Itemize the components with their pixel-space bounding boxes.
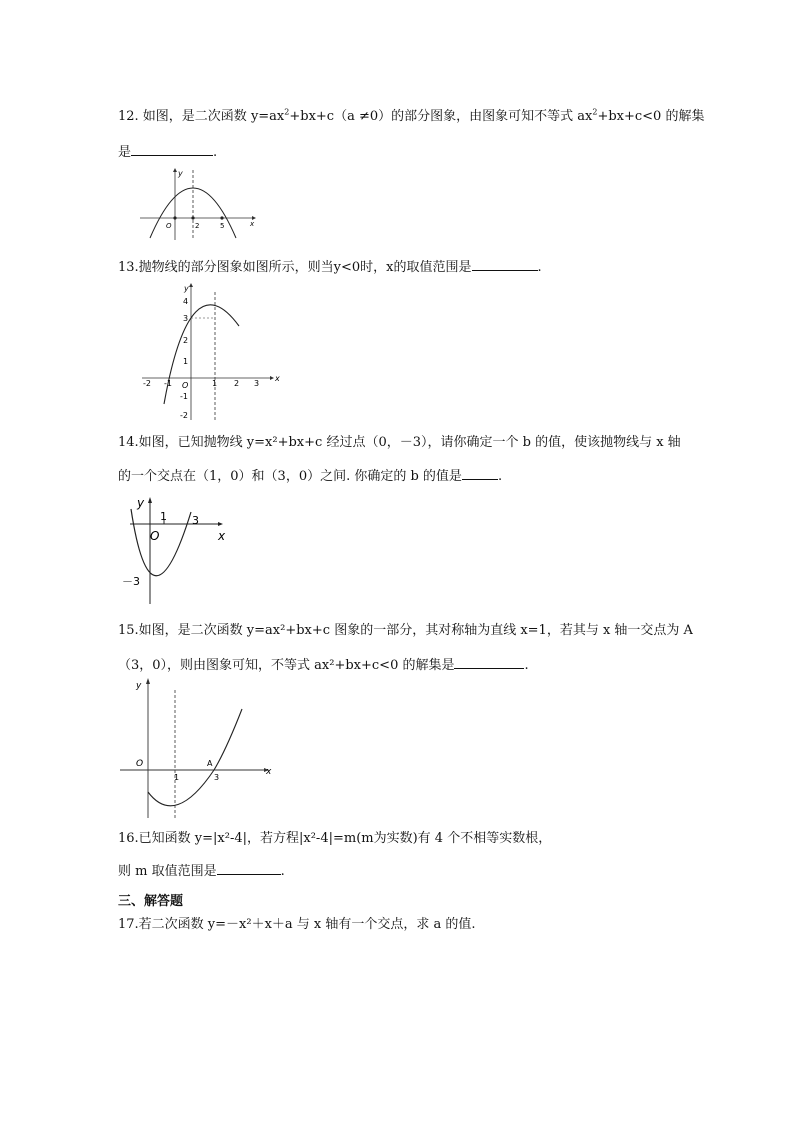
y-axis-label: y [178, 169, 183, 178]
tick-label: 3 [192, 514, 199, 527]
superscript: 2 [592, 107, 598, 117]
y-tick: 2 [183, 336, 189, 345]
q15-figure [118, 676, 278, 821]
tick-label: 3 [214, 773, 220, 782]
q14-line2: 的一个交点在（1，0）和（3，0）之间. 你确定的 b 的值是 . [118, 469, 503, 484]
tick-label: 5 [220, 222, 225, 230]
superscript: 2 [284, 107, 290, 117]
answer-blank[interactable] [454, 656, 524, 669]
y-tick: -1 [180, 392, 188, 401]
x-tick: 3 [254, 379, 260, 388]
origin-label: O [150, 529, 160, 543]
q16-line1: 16.已知函数 y=|x²-4|，若方程|x²-4|=m(m为实数)有 4 个不相等实数根， [118, 831, 552, 846]
x-axis-label: x [218, 529, 226, 543]
q16-line2: 则 m 取值范围是 . [118, 864, 285, 879]
tick-label: 2 [195, 222, 200, 230]
y-tick: 4 [183, 297, 189, 306]
answer-blank[interactable] [462, 467, 498, 480]
x-tick: -2 [143, 379, 151, 388]
q12-figure [140, 168, 260, 243]
q13-figure [140, 282, 290, 422]
tick-label: －3 [122, 575, 140, 588]
x-axis-label: x [266, 767, 272, 777]
section-heading: 三、解答题 [118, 894, 184, 909]
y-tick: 1 [183, 357, 189, 366]
x-tick: 2 [234, 379, 240, 388]
x-axis-label: x [275, 374, 280, 383]
q14-line1: 14.如图，已知抛物线 y=x²+bx+c 经过点（0，－3），请你确定一个 b 的值，使该抛物线与 x 轴 [118, 435, 681, 450]
tick-label: 1 [160, 510, 167, 523]
answer-blank[interactable] [472, 258, 538, 271]
q17-text: 17.若二次函数 y=－x²＋x＋a 与 x 轴有一个交点，求 a 的值. [118, 917, 476, 932]
y-axis-label: y [136, 681, 142, 691]
x-tick: -1 [164, 379, 172, 388]
y-axis-label: y [137, 496, 145, 510]
tick-label: 1 [174, 773, 180, 782]
y-tick: 3 [183, 314, 189, 323]
q15-line1: 15.如图，是二次函数 y=ax²+bx+c 图象的一部分，其对称轴为直线 x=1，若其与 x 轴一交点为 A [118, 623, 693, 638]
origin-label: O [166, 222, 172, 230]
origin-label: O [182, 381, 189, 390]
y-axis-label: y [184, 284, 189, 293]
q15-line2: （3，0），则由图象可知，不等式 ax²+bx+c<0 的解集是 . [118, 658, 529, 673]
q12-line2: 是 . [118, 145, 218, 160]
answer-blank[interactable] [131, 143, 213, 156]
x-axis-label: x [250, 220, 255, 228]
answer-blank[interactable] [217, 862, 281, 875]
q12-line1: 12. 如图，是二次函数 $y=ax^2+bx+c(a \ne 0)$的部分图象，由图象可知不等式 $ax^2+bx+c<0$ 的解集 [118, 107, 705, 124]
x-tick: 1 [212, 379, 218, 388]
y-tick: -2 [180, 411, 188, 420]
q14-figure [120, 496, 230, 606]
origin-label: O [136, 759, 144, 769]
point-label: A [207, 759, 213, 768]
q13-text: 13.抛物线的部分图象如图所示，则当y<0时，x的取值范围是 . [118, 260, 542, 275]
